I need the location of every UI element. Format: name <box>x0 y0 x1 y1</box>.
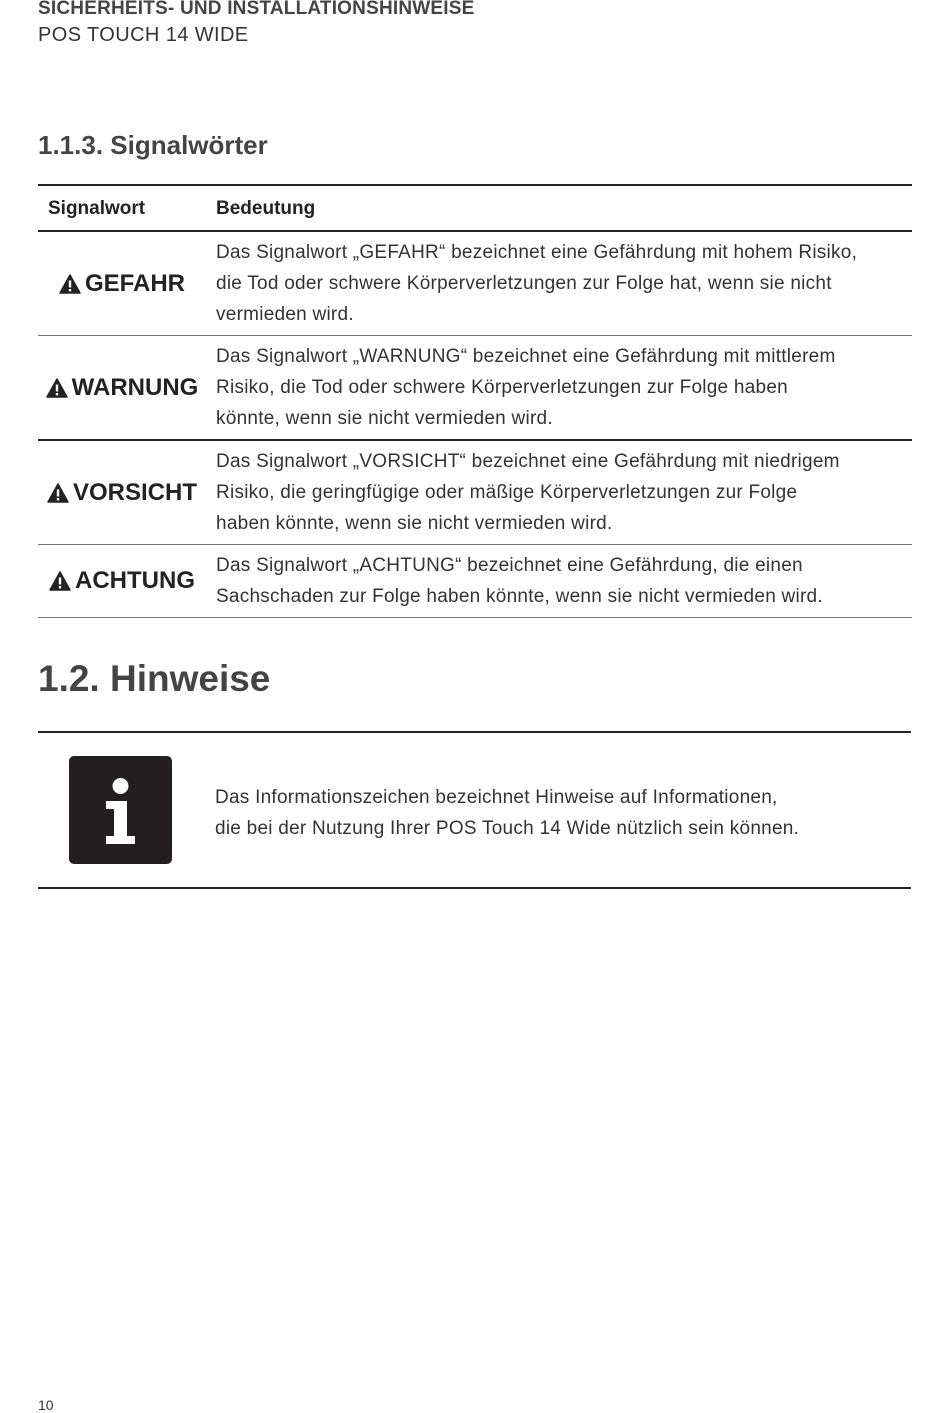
table-row-vorsicht <box>38 441 912 545</box>
meaning-text-achtung: Das Signalwort „ACHTUNG“ bezeichnet eine Gefährdung, die einen Sachschaden zur Folge haben könnte, wenn sie nicht vermieden wird. <box>216 555 823 607</box>
warning-triangle-icon <box>49 571 71 591</box>
table-header <box>38 184 912 232</box>
section-heading-notes: 1.2. Hinweise <box>38 658 271 699</box>
warning-triangle-icon <box>59 274 81 294</box>
table-row-warnung <box>38 336 912 441</box>
meaning-text-vorsicht: Das Signalwort „VORSICHT“ bezeichnet eine Gefährdung mit niedrigem Risiko, die geringfügige oder mäßige Körperverletzungen zur Folge haben könnte, wenn sie nicht vermieden wird. <box>216 451 840 534</box>
table-row-gefahr <box>38 232 912 336</box>
info-note-box <box>38 731 911 889</box>
page-number: 10 <box>38 1397 54 1413</box>
signal-words-table <box>38 184 912 618</box>
column-header-signal-word: Signalwort <box>48 198 146 219</box>
info-note-text: Das Informationszeichen bezeichnet Hinweise auf Informationen, die bei der Nutzung Ihrer POS Touch 14 Wide nützlich sein können. <box>215 787 800 839</box>
document-section-title: SICHERHEITS- UND INSTALLATIONSHINWEISE <box>38 0 475 19</box>
product-name: POS TOUCH 14 WIDE <box>38 24 249 46</box>
section-heading-signal-words: 1.1.3. Signalwörter <box>38 130 268 160</box>
column-header-meaning: Bedeutung <box>216 198 316 219</box>
meaning-text-gefahr: Das Signalwort „GEFAHR“ bezeichnet eine Gefährdung mit hohem Risiko, die Tod oder schwere Körperverletzungen zur Folge hat, wenn sie nicht vermieden wird. <box>216 242 858 325</box>
warning-triangle-icon <box>47 483 69 503</box>
meaning-text-warnung: Das Signalwort „WARNUNG“ bezeichnet eine Gefährdung mit mittlerem Risiko, die Tod oder schwere Körperverletzungen zur Folge haben könnte, wenn sie nicht vermieden wird. <box>216 346 836 429</box>
signal-word-warnung: WARNUNG <box>46 374 199 402</box>
table-row-achtung <box>38 545 912 618</box>
info-icon <box>69 756 172 864</box>
signal-word-gefahr: GEFAHR <box>59 270 185 298</box>
signal-word-achtung: ACHTUNG <box>49 567 195 595</box>
warning-triangle-icon <box>46 378 68 398</box>
signal-word-vorsicht: VORSICHT <box>47 479 197 507</box>
